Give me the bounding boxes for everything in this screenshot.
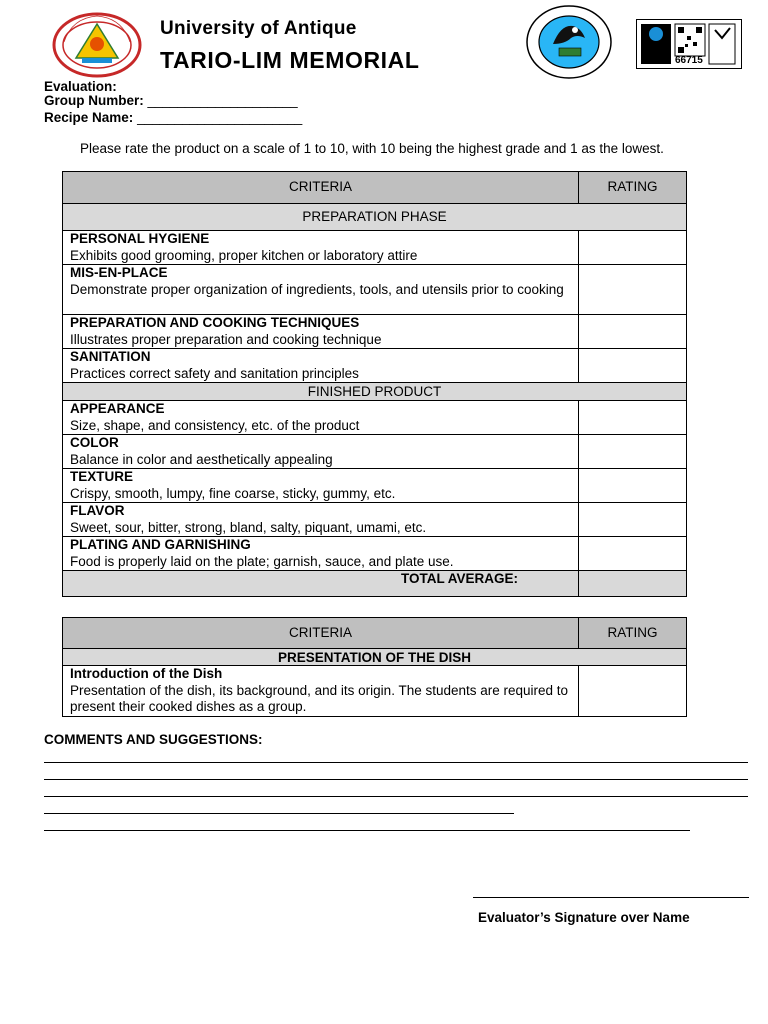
- criterion-title: PERSONAL HYGIENE: [70, 231, 210, 246]
- recipe-name-line: ______________________: [137, 110, 303, 125]
- criterion-description: Size, shape, and consistency, etc. of the product: [70, 417, 360, 433]
- total-average-label: TOTAL AVERAGE:: [63, 571, 579, 597]
- recipe-name-label: Recipe Name:: [44, 110, 134, 125]
- table-row: [63, 231, 687, 265]
- criterion-title: PREPARATION AND COOKING TECHNIQUES: [70, 315, 360, 330]
- rubric-table: [62, 171, 687, 597]
- criterion-description: Balance in color and aesthetically appealing: [70, 451, 333, 467]
- criterion-title: PLATING AND GARNISHING: [70, 537, 251, 552]
- criterion-title: FLAVOR: [70, 503, 125, 518]
- comment-line[interactable]: [44, 813, 514, 814]
- rating-cell-introduction[interactable]: [579, 666, 687, 717]
- signature-line[interactable]: [473, 897, 749, 898]
- table-row: [63, 265, 687, 315]
- rating-cell-texture[interactable]: [579, 469, 687, 503]
- university-name: University of Antique: [160, 18, 357, 39]
- comment-line[interactable]: [44, 796, 748, 797]
- criterion-description: Food is properly laid on the plate; garnish, sauce, and plate use.: [70, 553, 454, 569]
- recipe-name-field[interactable]: [44, 110, 302, 125]
- presentation-table: [62, 617, 687, 717]
- table-row: [63, 666, 687, 717]
- rating-cell-personal-hygiene[interactable]: [579, 231, 687, 265]
- college-business-management-logo: [525, 4, 613, 80]
- rating-cell-appearance[interactable]: [579, 401, 687, 435]
- rating-instruction: Please rate the product on a scale of 1 to 10, with 10 being the highest grade and 1 as the lowest.: [80, 141, 664, 156]
- criteria-header: CRITERIA: [63, 172, 579, 204]
- rating-header: RATING: [579, 172, 687, 204]
- criterion-title: SANITATION: [70, 349, 151, 364]
- campus-name: TARIO-LIM MEMORIAL: [160, 47, 420, 73]
- rating-cell-flavor[interactable]: [579, 503, 687, 537]
- finished-product-header: FINISHED PRODUCT: [63, 383, 687, 401]
- criteria-header: CRITERIA: [63, 618, 579, 649]
- table-row: [63, 401, 687, 435]
- rating-cell-color[interactable]: [579, 435, 687, 469]
- criterion-title: APPEARANCE: [70, 401, 165, 416]
- table-row: [63, 435, 687, 469]
- table-row: [63, 537, 687, 571]
- rating-cell-mis-en-place[interactable]: [579, 265, 687, 315]
- cert-number: 66715: [675, 55, 703, 66]
- criterion-description: Demonstrate proper organization of ingredients, tools, and utensils prior to cooking: [70, 281, 564, 297]
- preparation-phase-header: PREPARATION PHASE: [63, 204, 687, 231]
- comment-line[interactable]: [44, 779, 748, 780]
- evaluator-signature-label: Evaluator’s Signature over Name: [478, 910, 690, 925]
- table-row: [63, 315, 687, 349]
- criterion-description: Sweet, sour, bitter, strong, bland, salty, piquant, umami, etc.: [70, 519, 427, 535]
- comment-line[interactable]: [44, 830, 690, 831]
- rating-header: RATING: [579, 618, 687, 649]
- table-row: [63, 469, 687, 503]
- criterion-title: Introduction of the Dish: [70, 666, 223, 681]
- total-average-cell[interactable]: [579, 571, 687, 597]
- table-row: [63, 503, 687, 537]
- rating-cell-cooking-techniques[interactable]: [579, 315, 687, 349]
- rating-cell-plating[interactable]: [579, 537, 687, 571]
- table-row: [63, 349, 687, 383]
- presentation-header: PRESENTATION OF THE DISH: [63, 649, 687, 666]
- group-number-label: Group Number:: [44, 93, 144, 108]
- evaluation-label: Evaluation:: [44, 79, 117, 94]
- criterion-description: Illustrates proper preparation and cooking technique: [70, 331, 382, 347]
- criterion-description: Presentation of the dish, its background, and its origin. The students are required to present their cooked dishes as a group.: [70, 682, 569, 714]
- group-number-field[interactable]: [44, 93, 298, 108]
- comments-heading: COMMENTS AND SUGGESTIONS:: [44, 732, 263, 747]
- rating-cell-sanitation[interactable]: [579, 349, 687, 383]
- criterion-title: MIS-EN-PLACE: [70, 265, 168, 280]
- criterion-description: Crispy, smooth, lumpy, fine coarse, sticky, gummy, etc.: [70, 485, 396, 501]
- criterion-title: COLOR: [70, 435, 119, 450]
- criterion-title: TEXTURE: [70, 469, 134, 484]
- comment-line[interactable]: [44, 762, 748, 763]
- group-number-line: ____________________: [147, 93, 298, 108]
- university-seal-logo: [52, 12, 142, 78]
- criterion-description: Exhibits good grooming, proper kitchen or laboratory attire: [70, 247, 418, 263]
- certification-badge: [636, 19, 742, 69]
- criterion-description: Practices correct safety and sanitation principles: [70, 365, 359, 381]
